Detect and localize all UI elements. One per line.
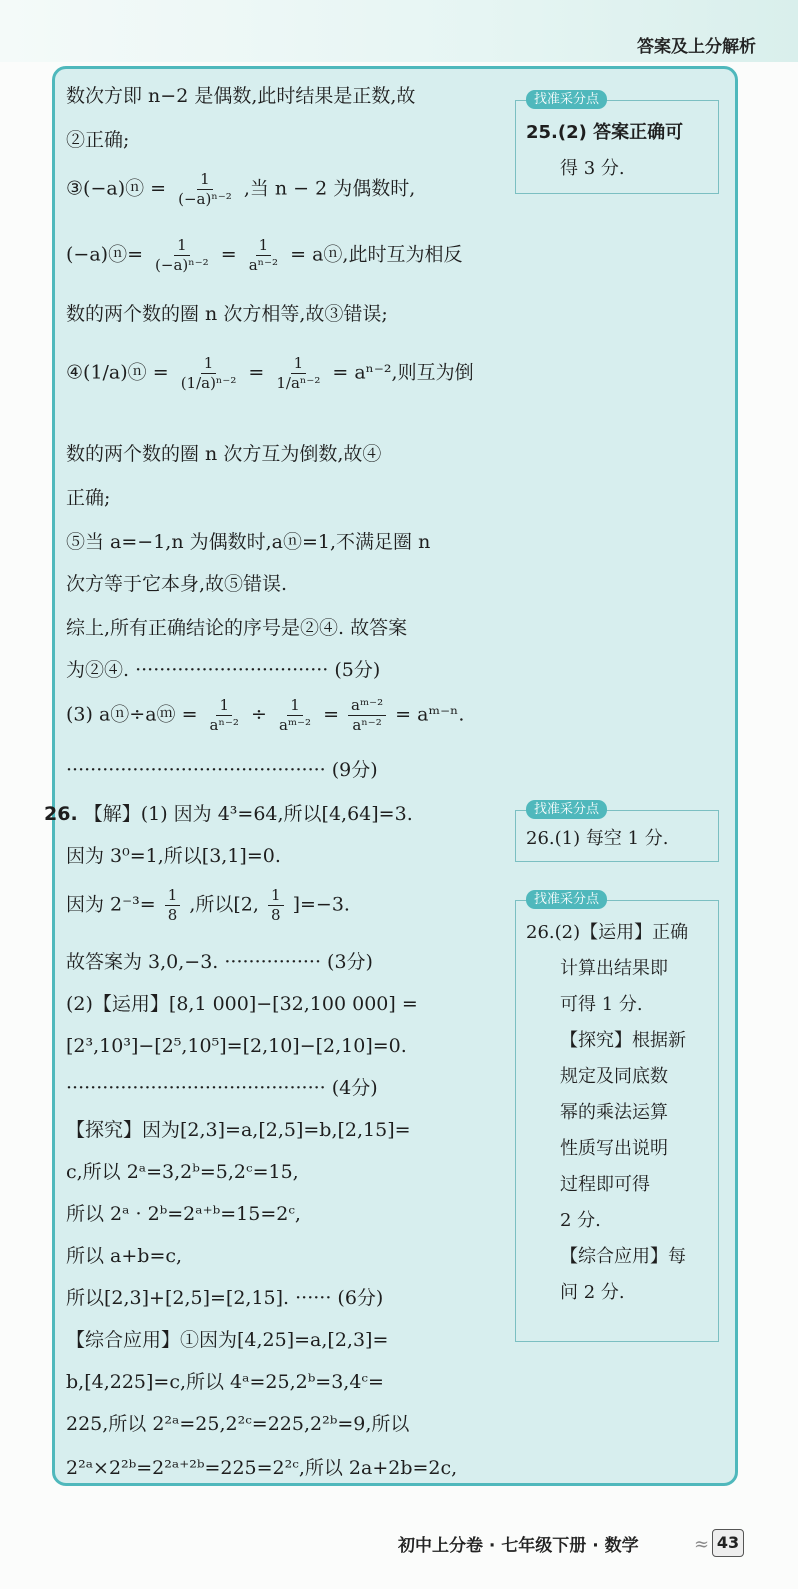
- text-line: 2²ᵃ×2²ᵇ=2²ᵃ⁺²ᵇ=225=2²ᶜ,所以 2a+2b=2c,: [66, 1457, 458, 1479]
- scoring-note-26-1: [515, 802, 719, 862]
- note-line: 25.(2) 答案正确可: [526, 122, 684, 143]
- text-line: 【综合应用】①因为[4,25]=a,[2,3]=: [66, 1329, 389, 1351]
- scoring-note-25: [515, 92, 719, 194]
- text-line: ··········································· (9分): [66, 759, 378, 781]
- fraction: $\frac{1}{\text{aᵐ⁻²}}$: [278, 696, 312, 734]
- formula-line: ④(1/a)ⓝ = $\frac{1}{\text{(1/a)ⁿ⁻²}}$ = $\frac{1}{\text{1/aⁿ⁻²}}$ = aⁿ⁻²,则互为倒: [66, 354, 474, 392]
- formula-line: ③(−a)ⓝ = $\frac{1}{\text{(−a)ⁿ⁻²}}$ ,当 n − 2 为偶数时,: [66, 170, 416, 208]
- scoring-tag: 找准采分点: [526, 90, 607, 109]
- footer-title: 初中上分卷 · 七年级下册 · 数学: [398, 1536, 639, 1556]
- note-line: 幂的乘法运算: [560, 1102, 668, 1123]
- text-line: ⑤当 a=−1,n 为偶数时,aⓝ=1,不满足圈 n: [66, 531, 431, 553]
- note-line: 性质写出说明: [560, 1138, 668, 1159]
- text-line: 综上,所有正确结论的序号是②④. 故答案: [66, 617, 408, 639]
- fraction: $\frac{\text{aᵐ⁻²}}{\text{aⁿ⁻²}}$: [348, 696, 386, 735]
- text-line: b,[4,225]=c,所以 4ᵃ=25,2ᵇ=3,4ᶜ=: [66, 1371, 384, 1393]
- text-line: [2³,10³]−[2⁵,10⁵]=[2,10]−[2,10]=0.: [66, 1035, 407, 1057]
- fraction: $\frac{1}{8}$: [268, 886, 284, 925]
- note-line: 规定及同底数: [560, 1066, 668, 1087]
- note-line: 计算出结果即: [560, 958, 668, 979]
- fraction: $\frac{1}{\text{aⁿ⁻²}}$: [248, 236, 279, 274]
- question-26-line: 26. 【解】(1) 因为 4³=64,所以[4,64]=3.: [44, 803, 413, 825]
- note-line: 26.(2)【运用】正确: [526, 922, 689, 943]
- header-title: 答案及上分解析: [637, 37, 756, 57]
- text-line: 所以[2,3]+[2,5]=[2,15]. ······ (6分): [66, 1287, 384, 1309]
- text-line: 为②④. ································ (5分): [66, 659, 381, 681]
- fraction: $\frac{1}{\text{(−a)ⁿ⁻²}}$: [155, 236, 209, 274]
- text-line: ②正确;: [66, 129, 130, 151]
- scoring-tag: 找准采分点: [526, 890, 607, 909]
- note-line: 26.(1) 每空 1 分.: [526, 828, 669, 849]
- question-number: 26.: [44, 803, 78, 825]
- page-number: 43: [712, 1529, 744, 1557]
- note-line: 2 分.: [560, 1210, 601, 1231]
- note-line: 可得 1 分.: [560, 994, 643, 1015]
- wave-icon: ≈: [694, 1534, 710, 1555]
- note-line: 得 3 分.: [560, 158, 625, 179]
- text-line: 所以 2ᵃ · 2ᵇ=2ᵃ⁺ᵇ=15=2ᶜ,: [66, 1203, 301, 1225]
- text-line: 所以 a+b=c,: [66, 1245, 183, 1267]
- fraction: $\frac{1}{\text{(−a)ⁿ⁻²}}$: [178, 170, 232, 208]
- text-line: c,所以 2ᵃ=3,2ᵇ=5,2ᶜ=15,: [66, 1161, 299, 1183]
- text-line: ··········································· (4分): [66, 1077, 378, 1099]
- fraction: $\frac{1}{\text{aⁿ⁻²}}$: [209, 696, 239, 734]
- note-line: 问 2 分.: [560, 1282, 625, 1303]
- text-line: 【探究】因为[2,3]=a,[2,5]=b,[2,15]=: [66, 1119, 411, 1141]
- fraction: $\frac{1}{\text{(1/a)ⁿ⁻²}}$: [180, 354, 237, 392]
- text-line: 因为 3⁰=1,所以[3,1]=0.: [66, 845, 281, 867]
- scoring-tag: 找准采分点: [526, 800, 607, 819]
- formula-line: (3) aⓝ÷aⓜ = $\frac{1}{\text{aⁿ⁻²}}$ ÷ $\frac{1}{\text{aᵐ⁻²}}$ = $\frac{\text{aᵐ⁻²}}{\text{aⁿ⁻²}}$ = aᵐ⁻ⁿ.: [66, 696, 465, 734]
- text-line: 故答案为 3,0,−3. ················ (3分): [66, 951, 373, 973]
- text-line: (2)【运用】[8,1 000]−[32,100 000] =: [66, 993, 418, 1015]
- text-line: 225,所以 2²ᵃ=25,2²ᶜ=225,2²ᵇ=9,所以: [66, 1413, 410, 1435]
- text-line: 数的两个数的圈 n 次方互为倒数,故④: [66, 443, 382, 465]
- scoring-note-26-2: [515, 892, 719, 1342]
- note-line: 【综合应用】每: [560, 1246, 686, 1267]
- text-line: 正确;: [66, 487, 111, 509]
- fraction: $\frac{1}{\text{1/aⁿ⁻²}}$: [276, 354, 321, 392]
- text-line: 次方等于它本身,故⑤错误.: [66, 573, 288, 595]
- formula-line: (−a)ⓝ= $\frac{1}{\text{(−a)ⁿ⁻²}}$ = $\frac{1}{\text{aⁿ⁻²}}$ = aⓝ,此时互为相反: [66, 236, 463, 274]
- text-line: 数的两个数的圈 n 次方相等,故③错误;: [66, 303, 388, 325]
- fraction: $\frac{1}{8}$: [165, 886, 181, 925]
- note-line: 【探究】根据新: [560, 1030, 686, 1051]
- formula-line: 因为 2⁻³= $\frac{1}{8}$ ,所以[2, $\frac{1}{8}$ ]=−3.: [66, 886, 350, 924]
- text-line: 数次方即 n−2 是偶数,此时结果是正数,故: [66, 85, 416, 107]
- note-line: 过程即可得: [560, 1174, 650, 1195]
